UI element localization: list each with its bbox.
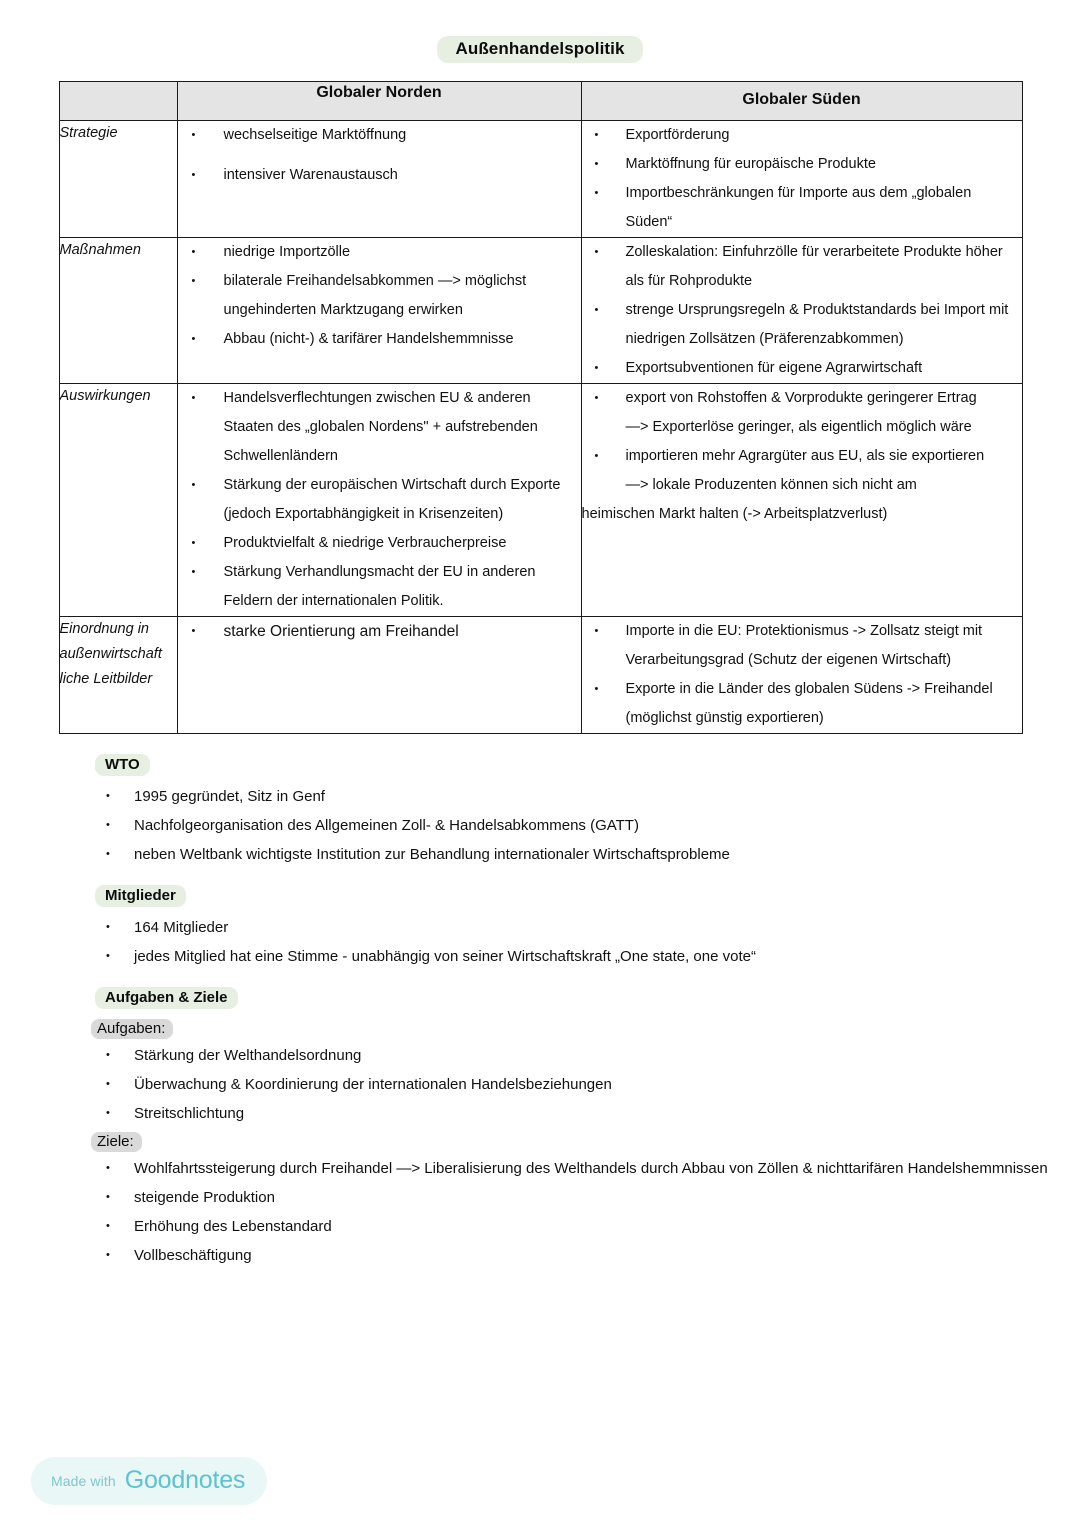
list-item: • Handelsverflechtungen zwischen EU & anderen Staaten des „globalen Nordens" + aufstrebenden Schwellenländern	[178, 384, 581, 471]
list-item: • Streitschlichtung	[88, 1099, 1080, 1128]
comparison-table	[59, 81, 1023, 734]
bullet-list-ziele	[88, 1154, 1080, 1270]
section-wto	[88, 754, 1080, 869]
list-item: • Exportsubventionen für eigene Agrarwirtschaft	[582, 354, 1022, 383]
cell-strategie-south	[581, 121, 1022, 238]
list-item	[582, 384, 1022, 442]
row-label-line: außenwirtschaft	[59, 646, 162, 662]
table-row	[59, 121, 1022, 238]
bullet-list-aufgaben	[88, 1041, 1080, 1128]
list-item: • intensiver Warenaustausch	[178, 161, 581, 190]
list-item: • steigende Produktion	[88, 1183, 1080, 1212]
row-label-massnahmen: Maßnahmen	[59, 238, 177, 384]
subsection-heading-ziele: Ziele:	[91, 1132, 142, 1152]
list-item: • Überwachung & Koordinierung der internationalen Handelsbeziehungen	[88, 1070, 1080, 1099]
list-item-subtext: —> Exporterlöse geringer, als eigentlich möglich wäre	[625, 419, 972, 435]
table-header-global-south	[581, 82, 1022, 121]
row-label-strategie: Strategie	[59, 121, 177, 238]
subsection-aufgaben	[88, 1015, 1080, 1128]
row-label-line: Einordnung in	[59, 621, 149, 637]
list-item: • strenge Ursprungsregeln & Produktstandards bei Import mit niedrigen Zollsätzen (Präferenzabkommen)	[582, 296, 1022, 354]
list-item: • 1995 gegründet, Sitz in Genf	[88, 782, 1080, 811]
list-item: • Stärkung der europäischen Wirtschaft durch Exporte (jedoch Exportabhängigkeit in Krisenzeiten)	[178, 471, 581, 529]
list-item: • Abbau (nicht-) & tarifärer Handelshemmnisse	[178, 325, 581, 354]
table-header-blank	[59, 82, 177, 121]
list-item: • wechselseitige Marktöffnung	[178, 121, 581, 150]
row-label-auswirkungen: Auswirkungen	[59, 384, 177, 617]
watermark-brand: Goodnotes	[124, 1466, 246, 1494]
cell-massnahmen-north	[177, 238, 581, 384]
list-item: • Importbeschränkungen für Importe aus dem „globalen Süden“	[582, 179, 1022, 237]
list-item: • starke Orientierung am Freihandel	[178, 617, 581, 646]
goodnotes-watermark	[31, 1457, 267, 1505]
list-item: • Nachfolgeorganisation des Allgemeinen Zoll- & Handelsabkommens (GATT)	[88, 811, 1080, 840]
cell-massnahmen-south	[581, 238, 1022, 384]
cell-auswirkungen-south	[581, 384, 1022, 617]
section-heading-mitglieder: Mitglieder	[95, 885, 186, 907]
list-item: • Vollbeschäftigung	[88, 1241, 1080, 1270]
bullet-list	[582, 617, 1022, 733]
page-title: Außenhandelspolitik	[437, 36, 642, 63]
list-item: • Erhöhung des Lebenstandard	[88, 1212, 1080, 1241]
watermark-prefix: Made with	[51, 1472, 116, 1489]
list-item: • bilaterale Freihandelsabkommen —> möglichst ungehinderten Marktzugang erwirken	[178, 267, 581, 325]
list-item: • niedrige Importzölle	[178, 238, 581, 267]
page-title-container	[0, 0, 1080, 63]
list-item: • jedes Mitglied hat eine Stimme - unabhängig von seiner Wirtschaftskraft „One state, one vote“	[88, 942, 1080, 971]
list-item: • Exportförderung	[582, 121, 1022, 150]
section-heading-wto: WTO	[95, 754, 150, 776]
bullet-list	[178, 238, 581, 354]
section-mitglieder	[88, 885, 1080, 971]
section-spacer	[88, 869, 1080, 885]
table-row	[59, 617, 1022, 734]
list-item: • 164 Mitglieder	[88, 913, 1080, 942]
section-spacer	[88, 971, 1080, 987]
table-row	[59, 238, 1022, 384]
cell-einordnung-north	[177, 617, 581, 734]
list-item: • neben Weltbank wichtigste Institution zur Behandlung internationaler Wirtschaftsprobleme	[88, 840, 1080, 869]
list-item: • Exporte in die Länder des globalen Südens -> Freihandel (möglichst günstig exportieren)	[582, 675, 1022, 733]
list-item-text: export von Rohstoffen & Vorprodukte geringerer Ertrag	[625, 390, 977, 406]
list-item: • Wohlfahrtssteigerung durch Freihandel —> Liberalisierung des Welthandels durch Abbau von Zöllen & nichttarifären Handelshemmnissen	[88, 1154, 1080, 1183]
subsection-heading-aufgaben: Aufgaben:	[91, 1019, 173, 1039]
row-label-line: liche Leitbilder	[59, 671, 153, 687]
bullet-list-mitglieder	[88, 913, 1080, 971]
table-header-global-north	[177, 82, 581, 121]
section-aufgaben-ziele	[88, 987, 1080, 1270]
notes-sections	[0, 754, 1080, 1270]
list-item: • Stärkung Verhandlungsmacht der EU in anderen Feldern der internationalen Politik.	[178, 558, 581, 616]
bullet-list	[178, 384, 581, 616]
list-item: • Importe in die EU: Protektionismus -> Zollsatz steigt mit Verarbeitungsgrad (Schutz der eigenen Wirtschaft)	[582, 617, 1022, 675]
row-label-einordnung	[59, 617, 177, 734]
bullet-list-wto	[88, 782, 1080, 869]
list-item: • Stärkung der Welthandelsordnung	[88, 1041, 1080, 1070]
table-header-global-south-label: Globaler Süden	[742, 91, 861, 108]
list-item: • Zolleskalation: Einfuhrzölle für verarbeitete Produkte höher als für Rohprodukte	[582, 238, 1022, 296]
list-item-subtext: —> lokale Produzenten können sich nicht am	[625, 477, 917, 493]
list-item	[582, 442, 1022, 500]
list-item: • Marktöffnung für europäische Produkte	[582, 150, 1022, 179]
bullet-list	[582, 238, 1022, 383]
bullet-list	[178, 121, 581, 190]
comparison-table-container	[59, 81, 1022, 734]
bullet-list	[582, 384, 1022, 529]
list-item: • Produktvielfalt & niedrige Verbraucherpreise	[178, 529, 581, 558]
section-heading-aufgaben-ziele: Aufgaben & Ziele	[95, 987, 238, 1009]
bullet-list	[178, 617, 581, 646]
list-item-trailing: heimischen Markt halten (-> Arbeitsplatzverlust)	[581, 506, 888, 522]
list-item-text: importieren mehr Agrargüter aus EU, als sie exportieren	[625, 448, 985, 464]
table-header-global-north-label: Globaler Norden	[316, 84, 442, 101]
cell-einordnung-south	[581, 617, 1022, 734]
cell-strategie-north	[177, 121, 581, 238]
bullet-list	[582, 121, 1022, 237]
cell-auswirkungen-north	[177, 384, 581, 617]
table-row	[59, 384, 1022, 617]
subsection-ziele	[88, 1128, 1080, 1270]
table-header-row	[59, 82, 1022, 121]
